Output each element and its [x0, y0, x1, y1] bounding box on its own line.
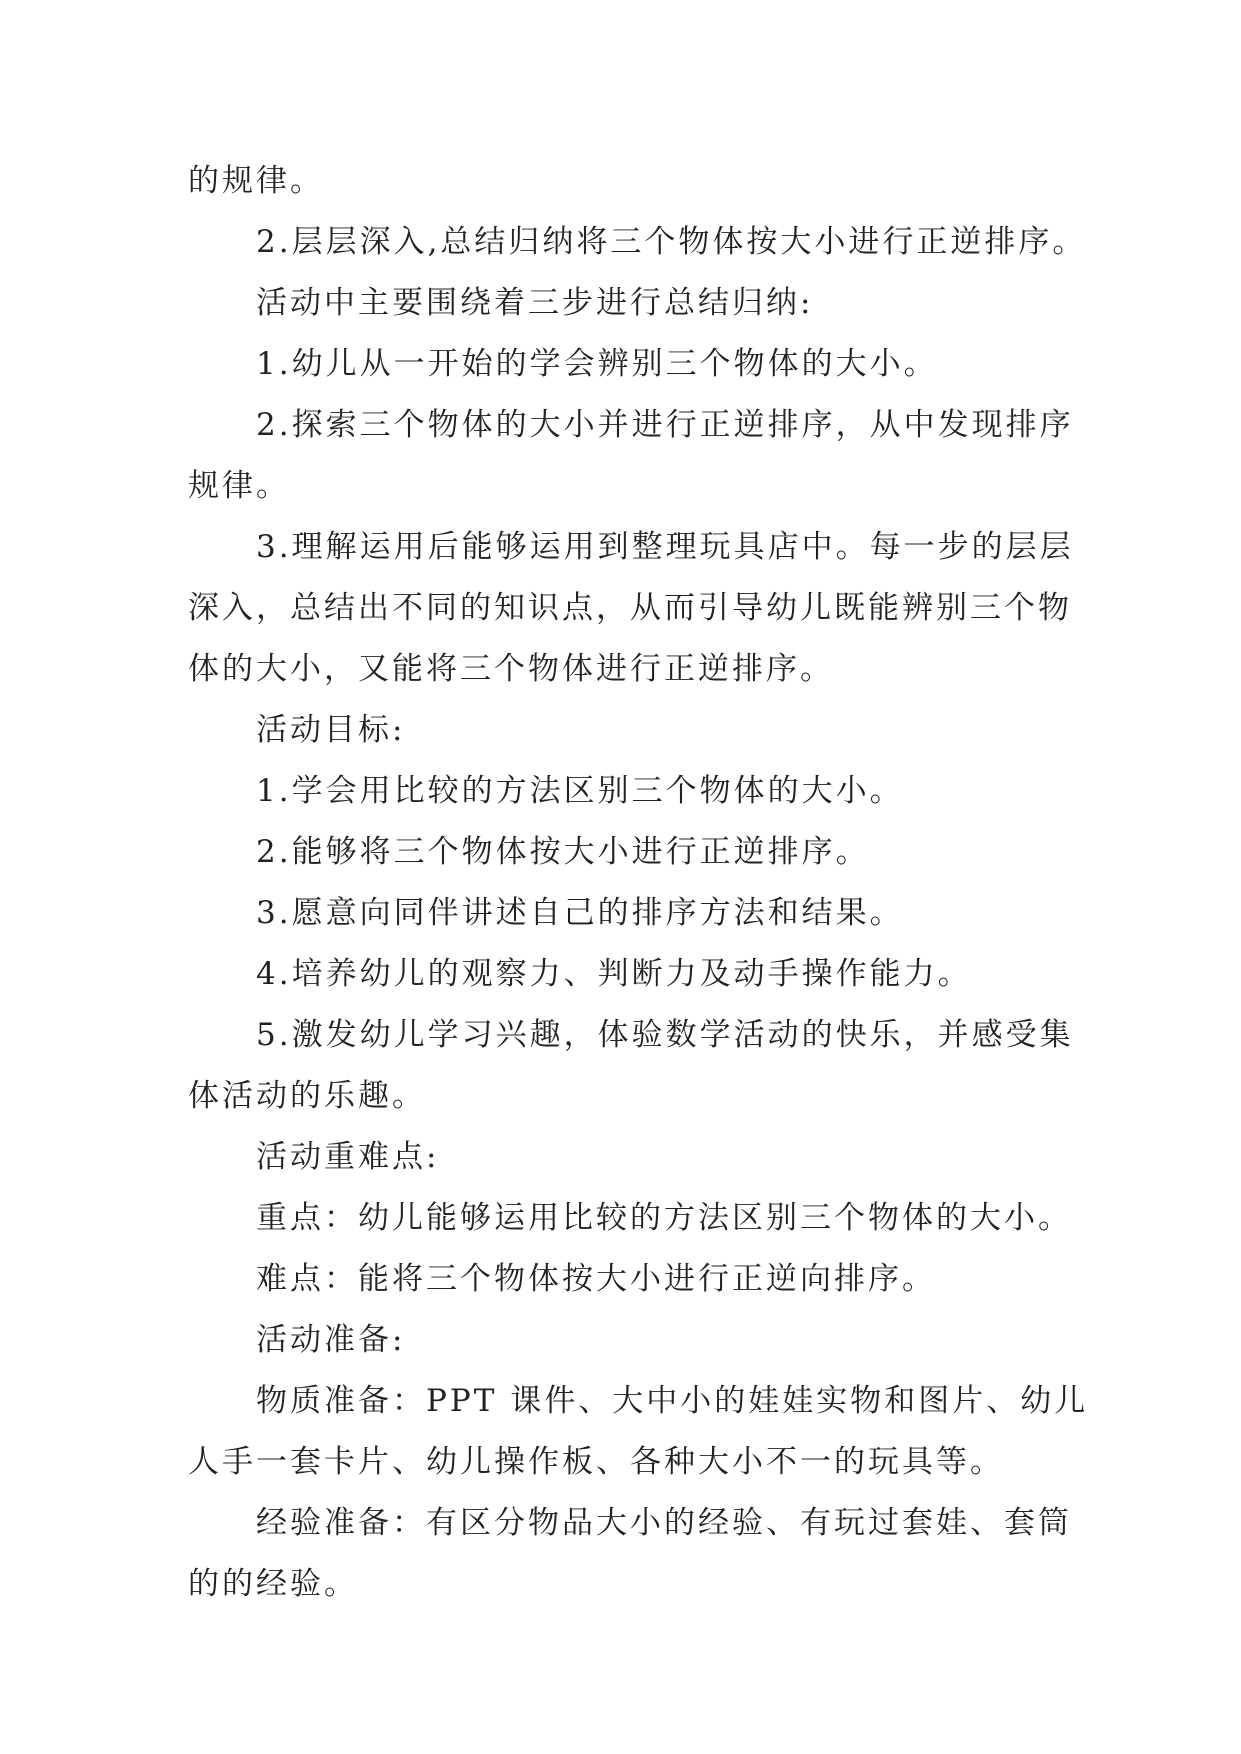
text-line-continuation: 的规律。	[188, 163, 324, 199]
text-line: 4.培养幼儿的观察力、判断力及动手操作能力。	[256, 956, 972, 992]
text-line-continuation: 的的经验。	[188, 1566, 358, 1602]
text-line: 经验准备：有区分物品大小的经验、有玩过套娃、套筒	[256, 1505, 1072, 1541]
text-line-continuation: 体活动的乐趣。	[188, 1078, 426, 1114]
text-line: 3.愿意向同伴讲述自己的排序方法和结果。	[256, 895, 904, 931]
text-line: 2.层层深入,总结归纳将三个物体按大小进行正逆排序。	[256, 224, 1087, 260]
section-heading: 活动目标:	[256, 712, 406, 748]
section-heading: 活动准备:	[256, 1322, 406, 1358]
text-line-continuation: 规律。	[188, 468, 290, 504]
text-line: 1.学会用比较的方法区别三个物体的大小。	[256, 773, 904, 809]
text-line: 5.激发幼儿学习兴趣，体验数学活动的快乐，并感受集	[256, 1017, 1074, 1053]
text-line-continuation: 体的大小，又能将三个物体进行正逆排序。	[188, 651, 834, 687]
text-line: 难点：能将三个物体按大小进行正逆向排序。	[256, 1261, 936, 1297]
text-line-continuation: 人手一套卡片、幼儿操作板、各种大小不一的玩具等。	[188, 1444, 1004, 1480]
text-line: 重点：幼儿能够运用比较的方法区别三个物体的大小。	[256, 1200, 1072, 1236]
section-heading: 活动重难点:	[256, 1139, 440, 1175]
text-line-continuation: 深入，总结出不同的知识点，从而引导幼儿既能辨别三个物	[188, 590, 1072, 626]
text-line: 物质准备：PPT 课件、大中小的娃娃实物和图片、幼儿	[256, 1383, 1089, 1419]
text-line: 2.能够将三个物体按大小进行正逆排序。	[256, 834, 870, 870]
text-line: 3.理解运用后能够运用到整理玩具店中。每一步的层层	[256, 529, 1074, 565]
text-line: 活动中主要围绕着三步进行总结归纳:	[256, 285, 814, 321]
text-line: 2.探索三个物体的大小并进行正逆排序，从中发现排序	[256, 407, 1074, 443]
text-line: 1.幼儿从一开始的学会辨别三个物体的大小。	[256, 346, 938, 382]
